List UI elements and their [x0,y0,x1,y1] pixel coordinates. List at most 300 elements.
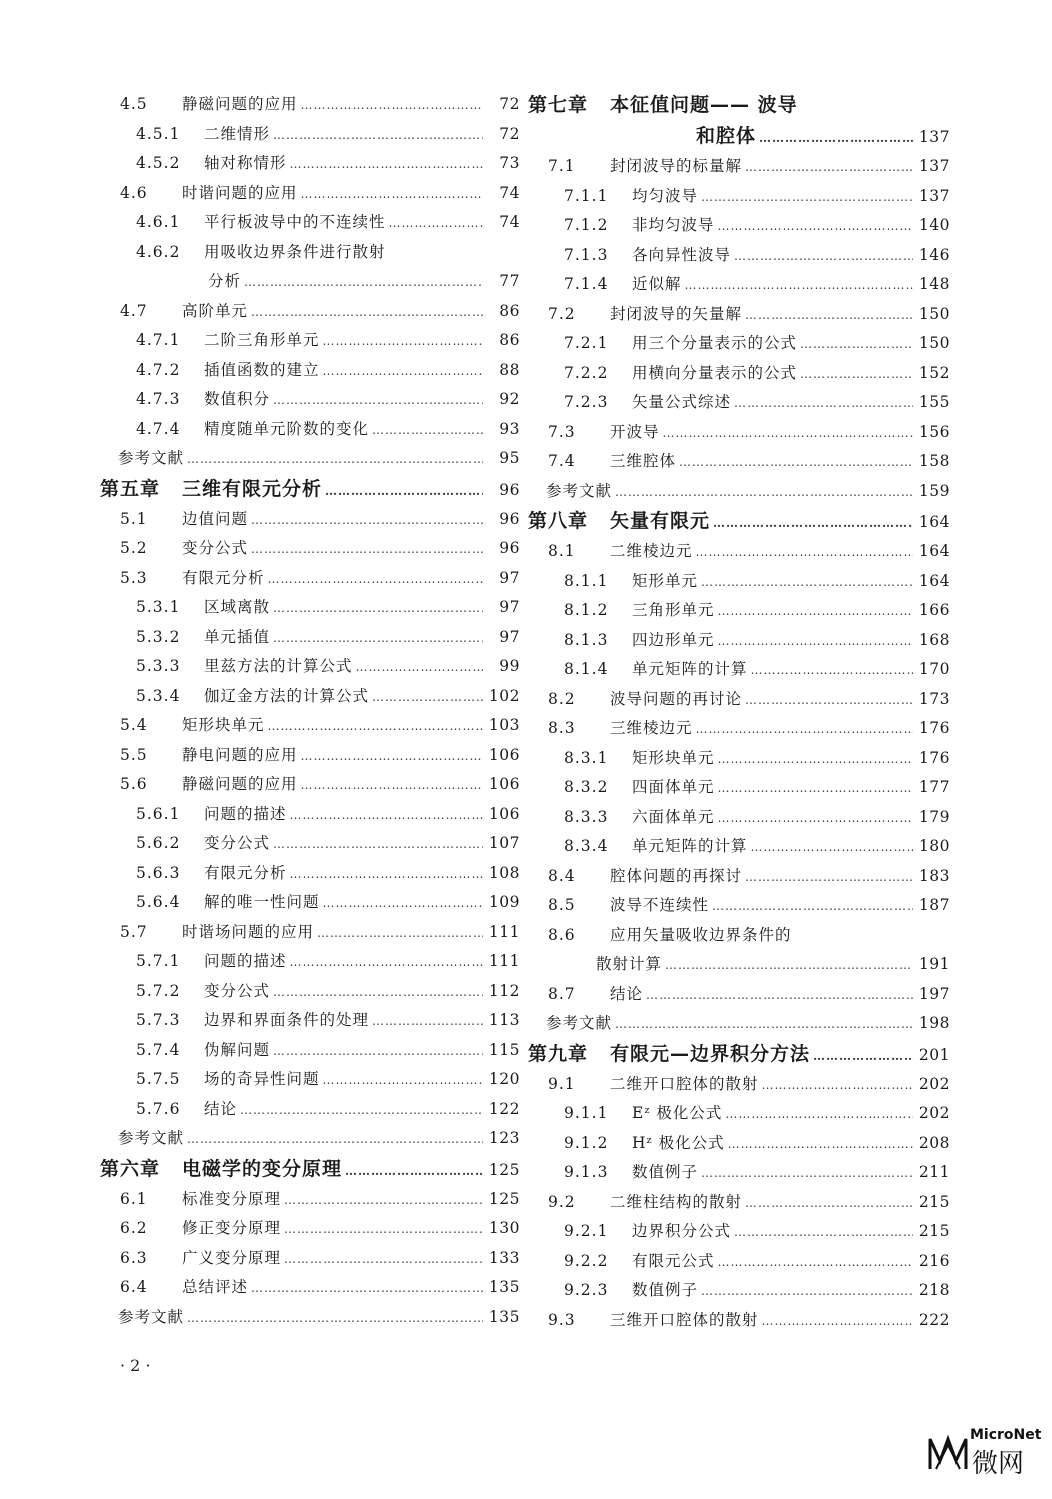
toc-entry [100,1006,520,1036]
entry-page-number: 92 [499,390,520,408]
entry-title: 应用矢量吸收边界条件的 [610,925,792,944]
toc-entry [528,418,950,448]
entry-title: 波导问题的再讨论 [610,689,743,708]
entry-page-number: 99 [499,657,520,675]
entry-page-number: 218 [918,1281,950,1299]
entry-title: 修正变分原理 [182,1219,282,1237]
toc-entry [528,359,950,389]
entry-number: 8.2 [548,689,576,708]
entry-number: 5.7.5 [136,1070,181,1088]
entry-page-number: 176 [918,719,950,737]
leader-dots [389,209,483,239]
leader-dots [646,981,913,1011]
entry-page-number: 177 [918,778,950,796]
entry-title: 时谐问题的应用 [182,183,298,202]
leader-dots [372,1007,483,1037]
toc-entry [100,179,520,209]
watermark [926,1427,1042,1487]
entry-number: 8.3.1 [564,748,609,767]
entry-number: 9.1 [548,1074,576,1093]
entry-page-number: 180 [918,837,950,855]
entry-title: 矩形块单元 [632,748,715,767]
entry-title: 二阶三角形单元 [204,331,320,349]
entry-title: 里兹方法的计算公式 [204,657,353,675]
toc-entry [528,388,950,418]
leader-dots [718,745,913,775]
leader-dots [317,919,483,949]
entry-page-number: 216 [918,1251,950,1270]
entry-page-number: 115 [488,1040,520,1059]
entry-title: 三维有限元分析 [182,477,323,500]
entry-page-number: 152 [918,363,950,382]
entry-title: 场的奇异性问题 [204,1070,320,1088]
toc-entry [100,1095,520,1125]
entry-number: 7.1.2 [564,216,609,234]
entry-number: 4.6.2 [136,242,181,261]
entry-number: 9.2.3 [564,1281,609,1299]
leader-dots [665,951,913,981]
toc-entry [528,1070,950,1100]
micronet-logo-icon [926,1431,970,1475]
toc-entry [100,918,520,948]
entry-page-number: 135 [488,1278,520,1296]
leader-dots [615,1010,913,1040]
entry-number: 7.2.1 [564,334,609,352]
entry-page-number: 146 [918,245,950,264]
leader-dots [718,1248,913,1278]
toc-entry [100,385,520,415]
entry-page-number: 133 [488,1248,520,1267]
leader-dots [290,948,483,978]
toc-entry [528,537,950,567]
toc-entry [528,567,950,597]
toc-entry [528,241,950,271]
entry-title: 单元插值 [204,627,271,646]
entry-page-number: 140 [918,216,950,234]
leader-dots [273,624,483,654]
entry-title: 六面体单元 [632,807,715,826]
entry-number: 7.4 [548,452,576,470]
leader-dots [290,860,483,890]
leader-dots [290,150,483,180]
entry-title: 用吸收边界条件进行散射 [204,242,386,261]
leader-dots [701,1159,913,1189]
entry-title: 轴对称情形 [204,154,287,172]
entry-page-number: 166 [918,601,950,619]
entry-title: 伽辽金方法的计算公式 [204,686,370,705]
leader-dots [745,1189,913,1219]
page-number: · 2 · [120,1356,151,1375]
entry-number: 5.3.4 [136,686,181,705]
entry-page-number: 96 [499,539,520,557]
leader-dots [800,330,913,360]
entry-page-number: 97 [499,627,520,646]
entry-number: 9.2.2 [564,1251,609,1270]
entry-number: 9.3 [548,1310,576,1329]
entry-title: 精度随单元阶数的变化 [204,419,370,438]
entry-title: 电磁学的变分原理 [182,1157,343,1180]
entry-number: 6.1 [120,1189,148,1208]
entry-title: 边界和界面条件的处理 [204,1011,370,1029]
toc-chapter-entry [528,506,950,537]
entry-number: 8.1.4 [564,660,609,678]
toc-entry [528,921,950,951]
toc-references-entry [100,1303,520,1333]
entry-number: 4.7.1 [136,331,181,349]
entry-title: Hᶻ 极化公式 [632,1133,725,1152]
toc-entry [528,1129,950,1159]
entry-title: 近似解 [632,275,682,293]
toc-entry [528,300,950,330]
leader-dots [701,1277,913,1307]
entry-number: 8.5 [548,896,576,914]
leader-dots [323,327,483,357]
leader-dots [718,804,913,834]
entry-title: 总结评述 [182,1278,249,1296]
toc-left-column [100,90,520,1332]
entry-number: 7.2.2 [564,363,609,382]
entry-title: 广义变分原理 [182,1248,282,1267]
entry-number: 5.7.4 [136,1040,181,1059]
entry-page-number: 183 [918,866,950,885]
leader-dots [725,1100,913,1130]
toc-entry [528,714,950,744]
leader-dots [813,1041,913,1072]
entry-number: 4.6 [120,183,148,202]
entry-number: 8.3.4 [564,837,609,855]
entry-number: 4.5.1 [136,124,181,143]
entry-page-number: 125 [488,1189,520,1208]
entry-number: 8.3.2 [564,778,609,796]
toc-chapter-entry [528,90,950,121]
toc-entry [528,832,950,862]
leader-dots [663,419,913,449]
entry-number: 第七章 [528,94,589,116]
entry-number: 5.7.3 [136,1011,181,1029]
toc-entry [100,1244,520,1274]
entry-number: 6.2 [120,1219,148,1237]
entry-page-number: 208 [918,1133,950,1152]
leader-dots [268,565,483,595]
entry-number: 8.1 [548,542,576,560]
entry-number: 5.1 [120,509,148,528]
entry-title: 和腔体 [696,125,757,147]
toc-entry [100,1185,520,1215]
leader-dots [751,833,913,863]
leader-dots [615,478,913,508]
toc-entry [528,950,950,980]
toc-entry [528,1247,950,1277]
entry-title: 四边形单元 [632,630,715,649]
entry-title: 波导不连续性 [610,896,710,914]
leader-dots [762,1071,913,1101]
leader-dots [251,298,483,328]
entry-page-number: 93 [499,419,520,438]
entry-number: 第八章 [528,510,589,532]
entry-title: 矢量公式综述 [632,393,732,411]
entry-number: 5.6.1 [136,804,181,823]
entry-number: 5.4 [120,716,148,734]
entry-title: 均匀波导 [632,186,699,205]
toc-references-entry [528,1009,950,1039]
entry-number: 8.1.3 [564,630,609,649]
leader-dots [718,597,913,627]
toc-chapter-entry [528,121,950,152]
entry-number: 5.2 [120,539,148,557]
entry-title: 静电问题的应用 [182,745,298,764]
entry-page-number: 113 [488,1011,520,1029]
entry-page-number: 198 [918,1014,950,1032]
toc-entry [528,152,950,182]
toc-entry [100,1214,520,1244]
entry-number: 第五章 [100,477,161,500]
leader-dots [301,91,483,121]
toc-references-entry [100,444,520,474]
leader-dots [187,1304,483,1334]
toc-entry [100,652,520,682]
leader-dots [273,1037,483,1067]
leader-dots [284,1215,483,1245]
entry-title: 本征值问题—— 波导 [610,94,798,116]
entry-title: 开波导 [610,422,660,441]
leader-dots [713,508,913,539]
toc-entry [100,208,520,238]
entry-page-number: 191 [918,955,950,973]
toc-entry [100,149,520,179]
entry-number: 9.2 [548,1192,576,1211]
toc-entry [100,356,520,386]
entry-page-number: 164 [918,513,950,531]
entry-page-number: 95 [499,449,520,467]
leader-dots [345,1156,483,1187]
entry-number: 4.7.2 [136,360,181,379]
entry-page-number: 130 [488,1219,520,1237]
leader-dots [734,389,913,419]
entry-number: 6.3 [120,1248,148,1267]
entry-page-number: 179 [918,807,950,826]
entry-number: 5.3 [120,568,148,587]
entry-title: 矩形块单元 [182,716,265,734]
entry-page-number: 159 [918,481,950,500]
leader-dots [679,448,913,478]
entry-title: 区域离散 [204,598,271,616]
toc-entry [100,947,520,977]
entry-page-number: 164 [918,571,950,590]
toc-entry [528,329,950,359]
toc-entry [528,1217,950,1247]
leader-dots [290,801,483,831]
entry-page-number: 86 [499,331,520,349]
entry-page-number: 111 [488,922,520,941]
entry-title: 用横向分量表示的公式 [632,363,798,382]
leader-dots [728,1130,913,1160]
entry-number: 5.7.6 [136,1099,181,1118]
entry-page-number: 148 [918,275,950,293]
toc-entry [528,1158,950,1188]
entry-page-number: 109 [488,893,520,911]
entry-title: 数值例子 [632,1281,699,1299]
entry-number: 4.7.4 [136,419,181,438]
entry-page-number: 170 [918,660,950,678]
toc-entry [100,326,520,356]
entry-number: 5.3.1 [136,598,181,616]
entry-title: 散射计算 [596,955,663,973]
toc-entry [528,1276,950,1306]
entry-page-number: 72 [499,124,520,143]
entry-title: 二维情形 [204,124,271,143]
toc-entry [100,977,520,1007]
toc-chapter-entry [100,1154,520,1185]
entry-title: 解的唯一性问题 [204,893,320,911]
entry-page-number: 106 [488,775,520,793]
leader-dots [323,1066,483,1096]
entry-number: 5.7.2 [136,981,181,1000]
entry-page-number: 123 [488,1129,520,1147]
toc-entry [100,1273,520,1303]
toc-entry [528,626,950,656]
entry-title: 变分公式 [182,539,249,557]
leader-dots [273,830,483,860]
toc-entry [528,596,950,626]
entry-title: 三维棱边元 [610,719,693,737]
entry-page-number: 74 [499,183,520,202]
entry-page-number: 135 [488,1307,520,1326]
toc-entry [100,829,520,859]
leader-dots [273,978,483,1008]
leader-dots [701,568,913,598]
leader-dots [325,476,483,507]
leader-dots [284,1186,483,1216]
leader-dots [745,153,913,183]
entry-page-number: 156 [918,422,950,441]
entry-page-number: 77 [499,272,520,290]
entry-title: 数值例子 [632,1163,699,1181]
entry-number: 8.3.3 [564,807,609,826]
leader-dots [712,892,913,922]
entry-number: 5.5 [120,745,148,764]
toc-entry [100,741,520,771]
leader-dots [251,535,483,565]
entry-page-number: 122 [488,1099,520,1118]
entry-page-number: 197 [918,984,950,1003]
leader-dots [745,686,913,716]
entry-number: 8.1.2 [564,601,609,619]
leader-dots [240,1096,483,1126]
toc-entry [528,773,950,803]
entry-title: 二维柱结构的散射 [610,1192,743,1211]
entry-number: 8.1.1 [564,571,609,590]
entry-number: 7.1.1 [564,186,609,205]
entry-title: 矢量有限元 [610,510,711,532]
toc-entry [100,800,520,830]
leader-dots [284,1245,483,1275]
entry-number: 5.7 [120,922,148,941]
entry-page-number: 164 [918,542,950,560]
entry-page-number: 215 [918,1192,950,1211]
entry-number: 8.6 [548,925,576,944]
toc-entry [528,803,950,833]
entry-number: 9.1.3 [564,1163,609,1181]
leader-dots [323,357,483,387]
toc-entry [100,1036,520,1066]
toc-entry [528,270,950,300]
entry-title: 参考文献 [118,1307,185,1326]
entry-title: 二维开口腔体的散射 [610,1074,759,1093]
toc-entry [528,1306,950,1336]
entry-page-number: 72 [499,95,520,113]
entry-title: 高阶单元 [182,301,249,320]
entry-title: 单元矩阵的计算 [632,837,748,855]
leader-dots [745,301,913,331]
leader-dots [273,121,483,151]
entry-title: 二维棱边元 [610,542,693,560]
leader-dots [734,242,913,272]
entry-title: 静磁问题的应用 [182,95,298,113]
toc-entry [528,891,950,921]
leader-dots [273,386,483,416]
toc-entry [100,238,520,268]
leader-dots [734,1218,913,1248]
entry-page-number: 106 [488,804,520,823]
toc-references-entry [528,477,950,507]
watermark-brand: MicroNet [970,1427,1042,1443]
leader-dots [718,627,913,657]
entry-title: 参考文献 [118,449,185,467]
entry-number: 7.1.3 [564,245,609,264]
entry-number: 5.6.2 [136,834,181,852]
leader-dots [745,863,913,893]
toc-entry [100,623,520,653]
toc-entry [100,888,520,918]
toc-chapter-entry [100,474,520,505]
entry-page-number: 73 [499,154,520,172]
entry-number: 第九章 [528,1042,589,1065]
entry-page-number: 107 [488,834,520,852]
entry-number: 8.3 [548,719,576,737]
entry-page-number: 202 [918,1074,950,1093]
entry-title: 标准变分原理 [182,1189,282,1208]
entry-number: 4.7 [120,301,148,320]
entry-page-number: 125 [488,1160,520,1179]
leader-dots [372,416,483,446]
entry-page-number: 173 [918,689,950,708]
leader-dots [696,715,913,745]
leader-dots [356,653,483,683]
toc-entry [528,1099,950,1129]
entry-number: 5.6 [120,775,148,793]
entry-page-number: 120 [488,1070,520,1088]
entry-page-number: 86 [499,301,520,320]
entry-page-number: 111 [488,952,520,970]
leader-dots [762,1307,913,1337]
leader-dots [244,268,483,298]
entry-title: 平行板波导中的不连续性 [204,213,386,231]
leader-dots [187,1125,483,1155]
entry-title: 结论 [204,1099,238,1118]
toc-entry [100,120,520,150]
entry-title: 问题的描述 [204,804,287,823]
entry-number: 7.2 [548,304,576,323]
entry-title: 三维腔体 [610,452,677,470]
leader-dots [759,123,913,154]
entry-number: 4.5.2 [136,154,181,172]
leader-dots [273,594,483,624]
entry-page-number: 222 [918,1310,950,1329]
watermark-cn: 微网 [972,1449,1025,1479]
entry-page-number: 201 [918,1045,950,1064]
toc-entry [528,655,950,685]
entry-title: 问题的描述 [204,952,287,970]
